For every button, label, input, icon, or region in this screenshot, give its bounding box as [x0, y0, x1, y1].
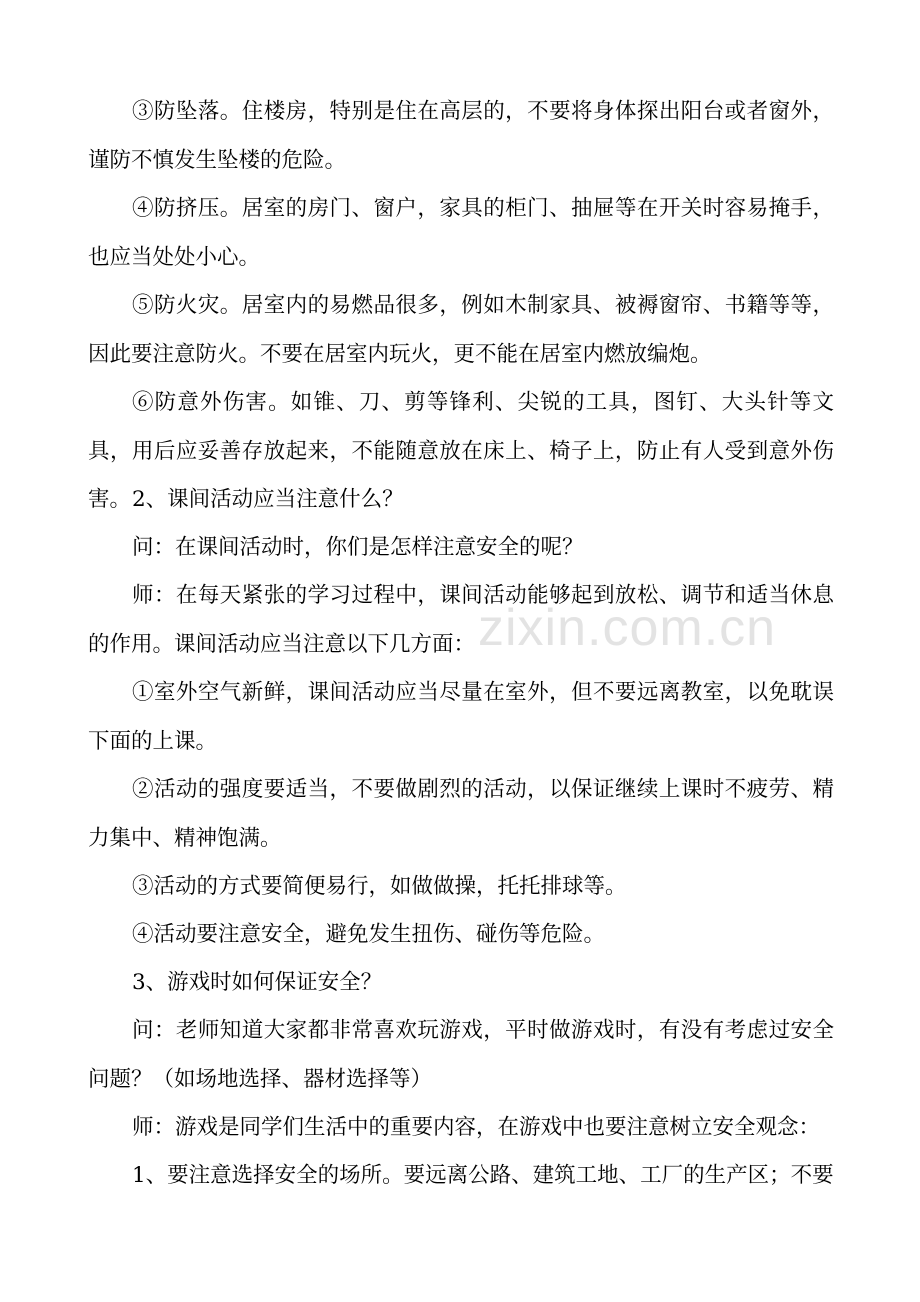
paragraph-pinch-prevention: ④防挤压。居室的房门、窗户，家具的柜门、抽屉等在开关时容易掩手，也应当处处小心。: [88, 196, 834, 270]
paragraph-games-item-1: 1、要注意选择安全的场所。要远离公路、建筑工地、工厂的生产区；不要: [132, 1163, 834, 1188]
paragraph-fall-prevention: ③防坠落。住楼房，特别是住在高层的，不要将身体探出阳台或者窗外，谨防不慎发生坠楼的危险。: [88, 99, 834, 173]
section-heading-games: 3、游戏时如何保证安全？: [132, 970, 383, 995]
paragraph-teacher-recess: 师：在每天紧张的学习过程中，课间活动能够起到放松、调节和适当休息的作用。课间活动应当注意以下几方面：: [88, 583, 834, 657]
paragraph-question-recess: 问：在课间活动时，你们是怎样注意安全的呢？: [132, 535, 584, 560]
section-heading-recess: 2、课间活动应当注意什么？: [132, 487, 404, 512]
paragraph-recess-item-1: ①室外空气新鲜，课间活动应当尽量在室外，但不要远离教室，以免耽误下面的上课。: [88, 680, 834, 754]
paragraph-recess-item-4: ④活动要注意安全，避免发生扭伤、碰伤等危险。: [132, 922, 606, 947]
paragraph-recess-item-3: ③活动的方式要简便易行，如做做操，托托排球等。: [132, 874, 627, 899]
paragraph-recess-item-2: ②活动的强度要适当，不要做剧烈的活动，以保证继续上课时不疲劳、精力集中、精神饱满。: [88, 777, 834, 851]
watermark-text: zixin.com.cn: [478, 599, 777, 657]
paragraph-question-games: 问：老师知道大家都非常喜欢玩游戏，平时做游戏时，有没有考虑过安全问题？（如场地选择、器材选择等）: [88, 1018, 834, 1092]
paragraph-injury-prevention: ⑥防意外伤害。如锥、刀、剪等锋利、尖锐的工具，图钉、大头针等文具，用后应妥善存放起来，不能随意放在床上、椅子上，防止有人受到意外伤害。: [88, 390, 834, 512]
paragraph-fire-prevention: ⑤防火灾。居室内的易燃品很多，例如木制家具、被褥窗帘、书籍等等，因此要注意防火。不要在居室内玩火，更不能在居室内燃放编炮。: [88, 293, 834, 367]
paragraph-teacher-games: 师：游戏是同学们生活中的重要内容，在游戏中也要注意树立安全观念：: [132, 1115, 821, 1140]
